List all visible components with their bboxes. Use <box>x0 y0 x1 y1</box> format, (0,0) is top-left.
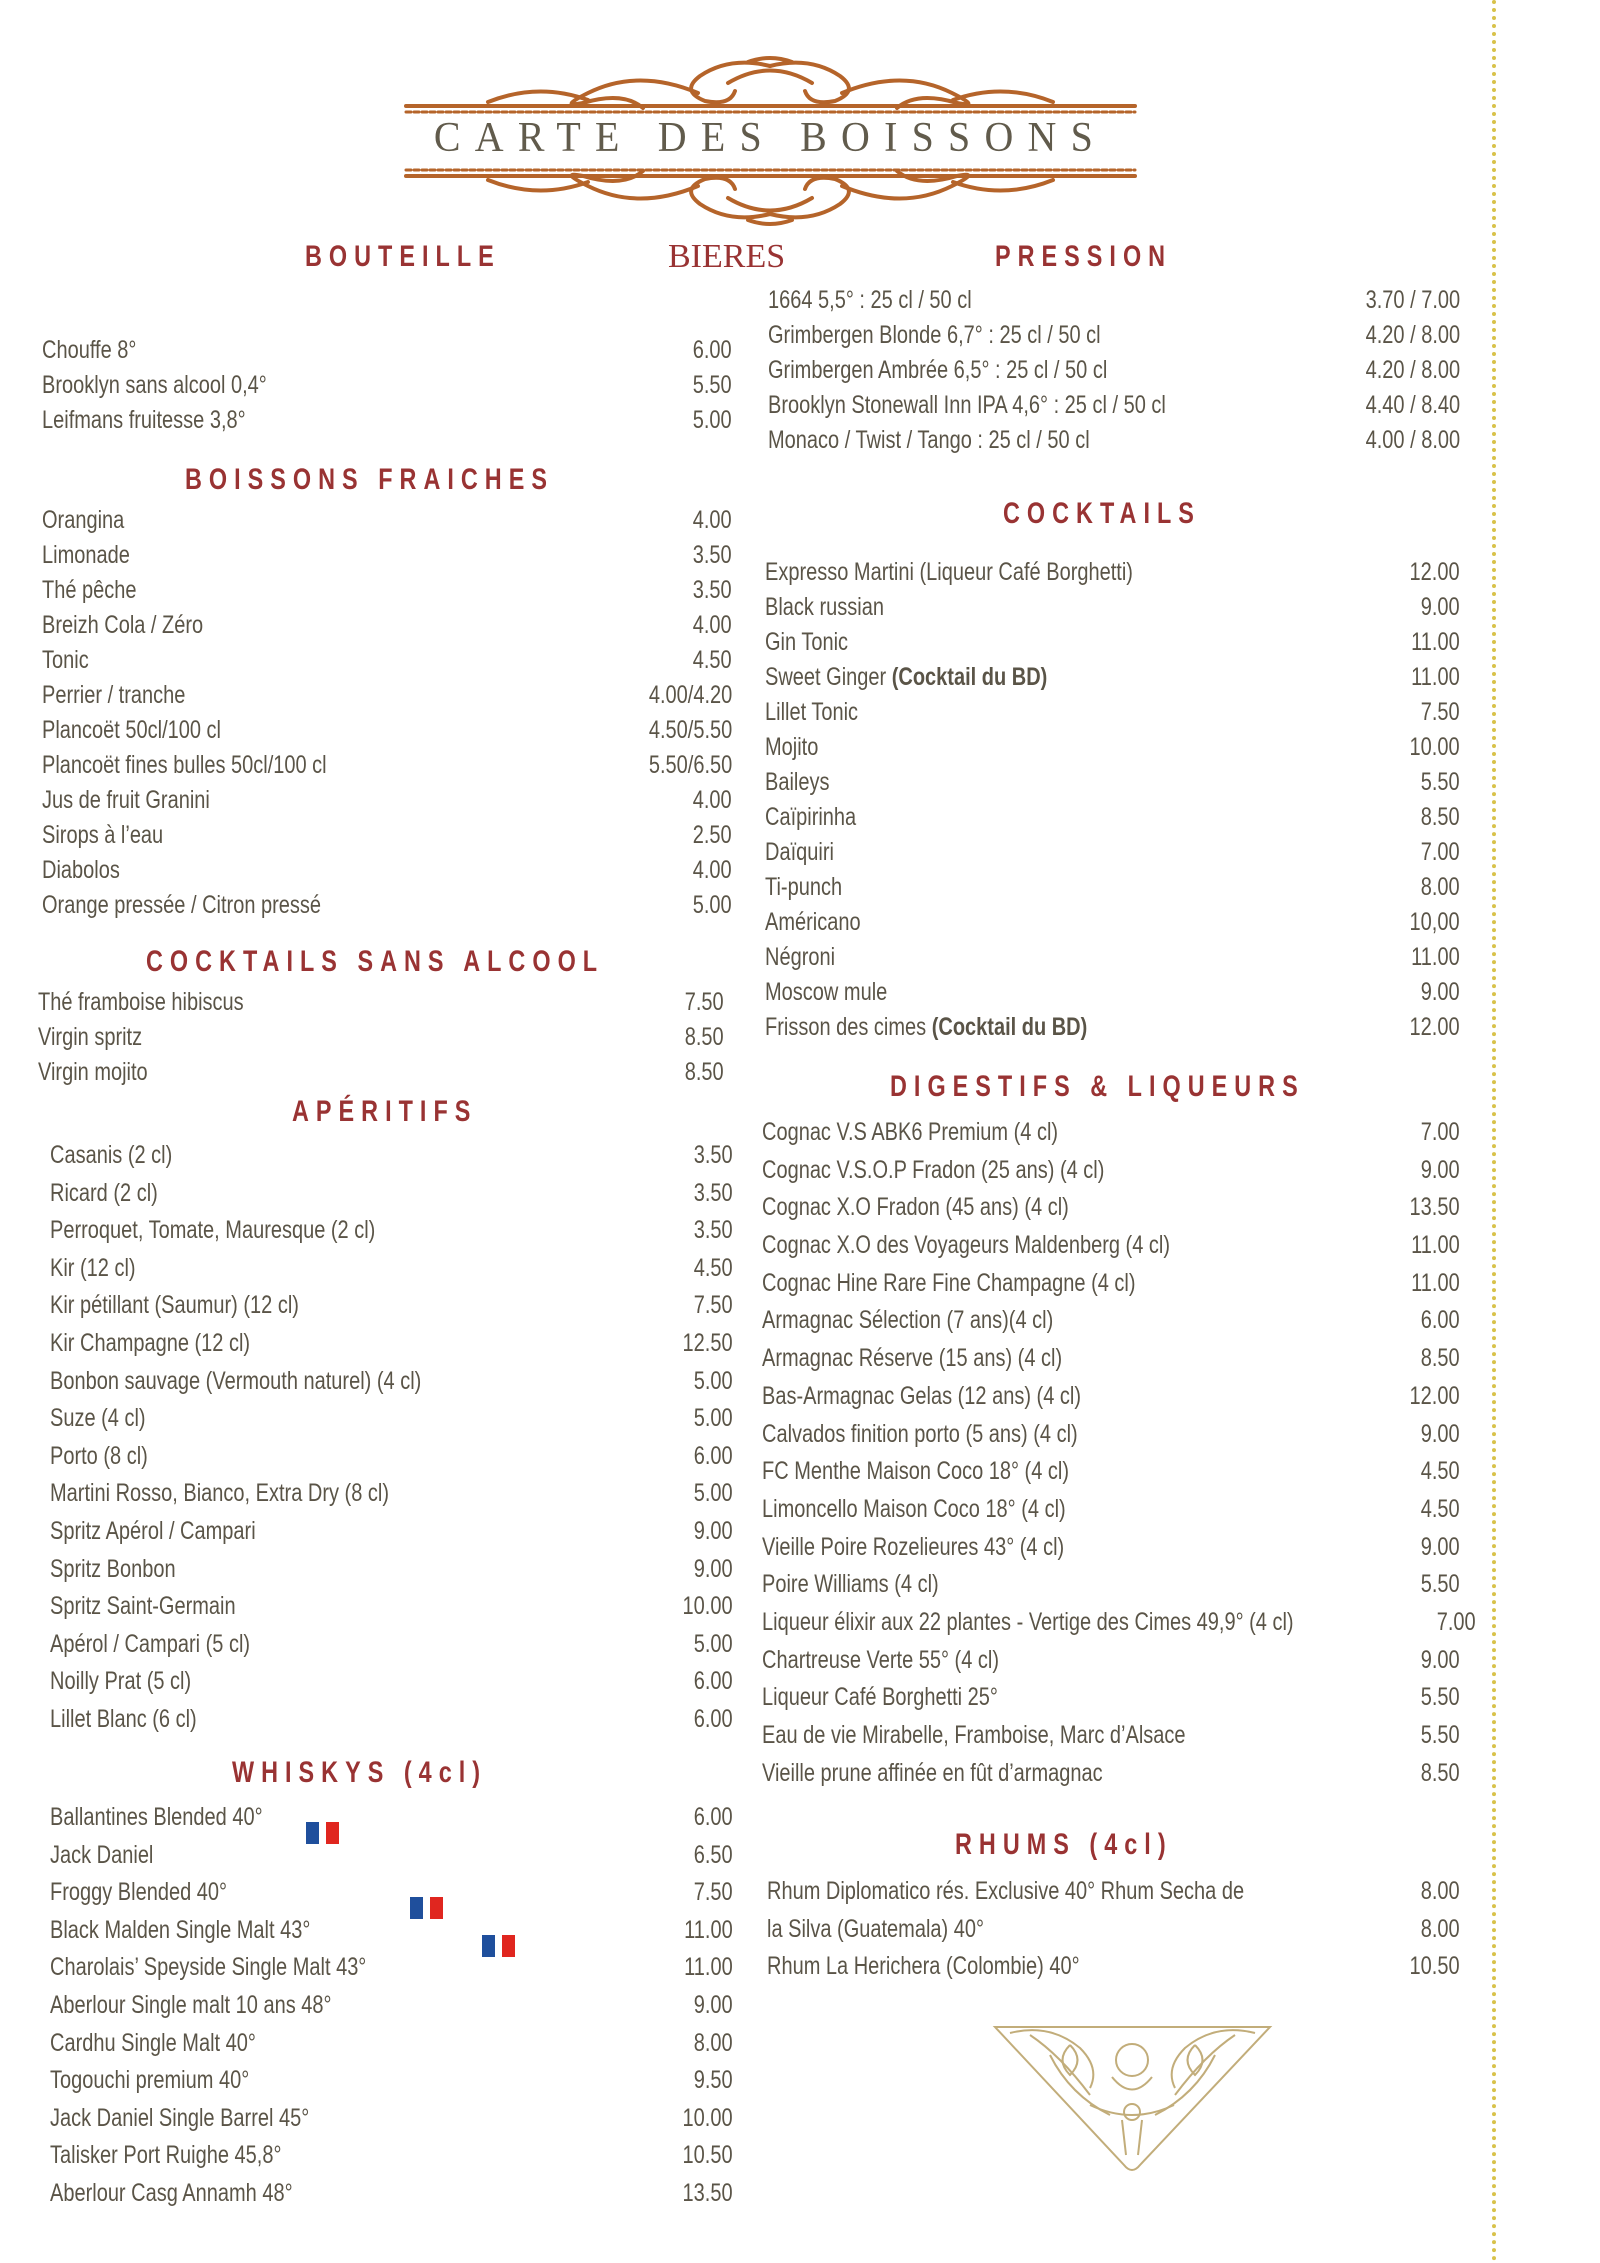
list-item: Armagnac Sélection (7 ans)(4 cl) 6.00 <box>762 1306 1460 1335</box>
list-item: Kir Champagne (12 cl) 12.50 <box>50 1328 733 1357</box>
list-item: Bas-Armagnac Gelas (12 ans) (4 cl) 12.00 <box>762 1381 1460 1410</box>
list-item: Casanis (2 cl) 3.50 <box>50 1141 733 1169</box>
list-item: Sweet Ginger (Cocktail du BD) 11.00 <box>765 663 1460 691</box>
list-item: Perrier / tranche 4.00/4.20 <box>42 681 732 709</box>
list-item: Bonbon sauvage (Vermouth naturel) (4 cl) 5.00 <box>50 1366 733 1395</box>
cocktail-du-bd-badge: (Cocktail du BD) <box>931 1013 1088 1041</box>
cocktails-sans-alcool-list <box>38 985 724 1090</box>
whiskys-list <box>50 1800 733 2214</box>
list-item: Kir pétillant (Saumur) (12 cl) 7.50 <box>50 1291 733 1320</box>
list-item: Ricard (2 cl) 3.50 <box>50 1178 733 1207</box>
list-item: Négroni 11.00 <box>765 943 1460 971</box>
list-item: Aberlour Casg Annamh 48° 13.50 <box>50 2178 733 2207</box>
list-item: Rhum La Herichera (Colombie) 40° 10.50 <box>767 1952 1460 1980</box>
list-item: Lillet Blanc (6 cl) 6.00 <box>50 1704 733 1733</box>
list-item: Limoncello Maison Coco 18° (4 cl) 4.50 <box>762 1494 1460 1523</box>
bouteille-list <box>42 333 732 438</box>
list-item: Jack Daniel Single Barrel 45° 10.00 <box>50 2103 733 2132</box>
list-item: Liqueur élixir aux 22 plantes - Vertige des Cimes 49,9° (4 cl) 7.00 <box>762 1607 1476 1636</box>
list-item: Orangina 4.00 <box>42 506 732 534</box>
list-item: Ballantines Blended 40° 6.00 <box>50 1803 733 1831</box>
list-item: Aberlour Single malt 10 ans 48° 9.00 <box>50 1990 733 2019</box>
page-title: CARTE DES BOISSONS <box>433 115 1108 161</box>
list-item: Suze (4 cl) 5.00 <box>50 1404 733 1433</box>
list-item: Perroquet, Tomate, Mauresque (2 cl) 3.50 <box>50 1216 733 1245</box>
title-banner <box>398 48 1143 228</box>
heading-cocktails-sans-alcool: COCKTAILS SANS ALCOOL <box>146 945 605 978</box>
list-item: Thé pêche 3.50 <box>42 576 732 604</box>
list-item: Chouffe 8° 6.00 <box>42 336 732 364</box>
list-item: Thé framboise hibiscus 7.50 <box>38 988 724 1016</box>
list-item: Mojito 10.00 <box>765 733 1460 761</box>
list-item: Ti-punch 8.00 <box>765 873 1460 901</box>
heading-bieres: BIERES <box>668 238 786 275</box>
list-item: Américano 10,00 <box>765 908 1460 936</box>
heading-pression: PRESSION <box>995 240 1173 273</box>
list-item: Baileys 5.50 <box>765 768 1460 796</box>
pression-list <box>768 283 1460 458</box>
list-item: Calvados finition porto (5 ans) (4 cl) 9.00 <box>762 1419 1460 1448</box>
list-item: Jus de fruit Granini 4.00 <box>42 786 732 814</box>
heading-digestifs: DIGESTIFS & LIQUEURS <box>890 1070 1305 1103</box>
list-item: Vieille prune affinée en fût d’armagnac 8.50 <box>762 1758 1460 1787</box>
digestifs-list <box>762 1115 1476 1793</box>
list-item: FC Menthe Maison Coco 18° (4 cl) 4.50 <box>762 1457 1460 1486</box>
list-item: Leifmans fruitesse 3,8° 5.00 <box>42 406 732 434</box>
list-item: Orange pressée / Citron pressé 5.00 <box>42 891 732 919</box>
list-item: Armagnac Réserve (15 ans) (4 cl) 8.50 <box>762 1344 1460 1373</box>
list-item: Porto (8 cl) 6.00 <box>50 1441 733 1470</box>
heading-cocktails: COCKTAILS <box>1003 497 1201 530</box>
list-item: Black russian 9.00 <box>765 593 1460 621</box>
french-flag-icon <box>306 1822 339 1844</box>
rhums-list <box>767 1874 1460 1987</box>
list-item: Grimbergen Blonde 6,7° : 25 cl / 50 cl 4.20 / 8.00 <box>768 321 1460 349</box>
french-flag-icon <box>482 1935 515 1957</box>
list-item: Frisson des cimes (Cocktail du BD) 12.00 <box>765 1013 1460 1041</box>
heading-boissons-fraiches: BOISSONS FRAICHES <box>185 463 554 496</box>
list-item: Cognac X.O des Voyageurs Maldenberg (4 cl) 11.00 <box>762 1231 1460 1260</box>
list-item: Plancoët 50cl/100 cl 4.50/5.50 <box>42 716 732 744</box>
list-item: Poire Williams (4 cl) 5.50 <box>762 1570 1460 1599</box>
list-item: Cardhu Single Malt 40° 8.00 <box>50 2028 733 2057</box>
heading-bouteille: BOUTEILLE <box>305 240 501 273</box>
heading-whiskys: WHISKYS (4cl) <box>232 1756 488 1789</box>
list-item: Cognac X.O Fradon (45 ans) (4 cl) 13.50 <box>762 1193 1460 1222</box>
list-item: Eau de vie Mirabelle, Framboise, Marc d’Alsace 5.50 <box>762 1721 1460 1749</box>
list-item: Expresso Martini (Liqueur Café Borghetti) 12.00 <box>765 558 1460 586</box>
list-item: Brooklyn sans alcool 0,4° 5.50 <box>42 371 732 399</box>
list-item: Charolais’ Speyside Single Malt 43° 11.00 <box>50 1953 733 1982</box>
list-item: Sirops à l’eau 2.50 <box>42 821 732 849</box>
list-item: Black Malden Single Malt 43° 11.00 <box>50 1915 733 1944</box>
list-item: Tonic 4.50 <box>42 646 732 674</box>
list-item: Caïpirinha 8.50 <box>765 803 1460 831</box>
list-item: Spritz Bonbon 9.00 <box>50 1554 733 1583</box>
list-item: Spritz Saint-Germain 10.00 <box>50 1592 733 1621</box>
list-item: Brooklyn Stonewall Inn IPA 4,6° : 25 cl / 50 cl 4.40 / 8.40 <box>768 391 1460 419</box>
list-item: Breizh Cola / Zéro 4.00 <box>42 611 732 639</box>
list-item: Plancoët fines bulles 50cl/100 cl 5.50/6.50 <box>42 751 732 779</box>
list-item: Vieille Poire Rozelieures 43° (4 cl) 9.00 <box>762 1532 1460 1561</box>
cocktail-du-bd-badge: (Cocktail du BD) <box>891 663 1048 691</box>
list-item: Chartreuse Verte 55° (4 cl) 9.00 <box>762 1645 1460 1674</box>
list-item: Froggy Blended 40° 7.50 <box>50 1878 733 1907</box>
list-item: Talisker Port Ruighe 45,8° 10.50 <box>50 2141 733 2170</box>
list-item: 1664 5,5° : 25 cl / 50 cl 3.70 / 7.00 <box>768 286 1460 314</box>
list-item: Cognac Hine Rare Fine Champagne (4 cl) 11.00 <box>762 1268 1460 1297</box>
list-item: Noilly Prat (5 cl) 6.00 <box>50 1667 733 1696</box>
list-item: Togouchi premium 40° 9.50 <box>50 2066 733 2095</box>
list-item: Cognac V.S.O.P Fradon (25 ans) (4 cl) 9.00 <box>762 1155 1460 1184</box>
aperitifs-list <box>50 1138 733 1740</box>
list-item: Liqueur Café Borghetti 25° 5.50 <box>762 1683 1460 1712</box>
heading-rhums: RHUMS (4cl) <box>955 1828 1173 1861</box>
list-item: Cognac V.S ABK6 Premium (4 cl) 7.00 <box>762 1118 1460 1146</box>
list-item: Moscow mule 9.00 <box>765 978 1460 1006</box>
boissons-fraiches-list <box>42 503 732 923</box>
list-item: Martini Rosso, Bianco, Extra Dry (8 cl) 5.00 <box>50 1479 733 1508</box>
list-item: Daïquiri 7.00 <box>765 838 1460 866</box>
list-item: Virgin spritz 8.50 <box>38 1023 724 1051</box>
list-item: Lillet Tonic 7.50 <box>765 698 1460 726</box>
list-item: Limonade 3.50 <box>42 541 732 569</box>
heading-aperitifs: APÉRITIFS <box>292 1095 478 1128</box>
list-item: Virgin mojito 8.50 <box>38 1058 724 1086</box>
list-item: Grimbergen Ambrée 6,5° : 25 cl / 50 cl 4.20 / 8.00 <box>768 356 1460 384</box>
list-item: Kir (12 cl) 4.50 <box>50 1253 733 1282</box>
cherub-ornament-icon <box>990 2015 1275 2175</box>
list-item: la Silva (Guatemala) 40° 8.00 <box>767 1914 1460 1943</box>
list-item: Spritz Apérol / Campari 9.00 <box>50 1516 733 1545</box>
cocktails-list <box>765 555 1460 1045</box>
list-item: Monaco / Twist / Tango : 25 cl / 50 cl 4.00 / 8.00 <box>768 426 1460 454</box>
dotted-page-rule <box>1492 0 1496 2263</box>
list-item: Gin Tonic 11.00 <box>765 628 1460 656</box>
list-item: Diabolos 4.00 <box>42 856 732 884</box>
list-item: Apérol / Campari (5 cl) 5.00 <box>50 1629 733 1658</box>
list-item: Rhum Diplomatico rés. Exclusive 40° Rhum Secha de 8.00 <box>767 1877 1460 1905</box>
french-flag-icon <box>410 1897 443 1919</box>
list-item: Jack Daniel 6.50 <box>50 1840 733 1869</box>
